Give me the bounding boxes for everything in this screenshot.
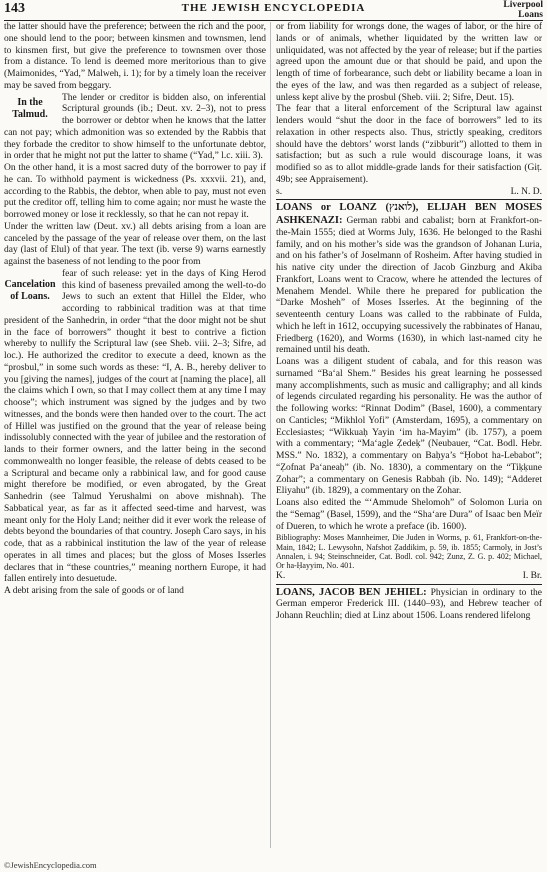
entry-text: Physician in ordinary to the German emperor Frederick III. (1440–93), and Hebrew teacher of Johann Reuchlin; died at Linz about 1506. Loans rendered lifelong xyxy=(276,587,542,622)
signature-line xyxy=(276,571,542,583)
side-heading-in-the-talmud: In the Talmud. xyxy=(12,96,48,120)
running-head-line2: Loans xyxy=(518,10,543,20)
paragraph: On the other hand, it is a most sacred duty of the borrower to pay if he can. To withhold payment is wickedness (Ps. xxxvii. 21), and, according to the Rabbis, the debtor, when able to pay, must not even put the creditor off, telling him to come again; nor must he waste the borrowed money or lose it recklessly, so that he can not repay it. xyxy=(4,163,266,220)
bibliography: Bibliography: Moses Mannheimer, Die Juden in Worms, p. 61, Frankfort-on-the-Main, 1842; L. Lewysohn, Nafshot Ẓaddikim, p. 59, ib. 1855; Carmoly, in Jost’s Annalen, i. 94; Steinschneider, Cat. Bodl. col. 942; Zunz, Z. G. p. 402; Michael, Or ha-Ḥayyim, No. 401. xyxy=(276,533,542,571)
entry-heading: LOANS, JACOB BEN JEHIEL: xyxy=(276,586,427,598)
page-number: 143 xyxy=(4,1,25,16)
paragraph: fear of such release: yet in the days of King Herod this kind of baseness prevailed among the well-to-do Jews to such an extent that Hillel the Elder, who according to rabbinical tradition was at that time president of the Sanhedrin, in order “that the door might not be shut in the face of borrowers” thought it best to contrive a fiction whereby to nullify the Scriptural law (see Sheb. viii. 2–3; Sifre, ad loc.). He authorized the creditor to execute a deed, known as the “prosbul,” in some such words as these: “I, A. B., hereby deliver to you [giving the names], judges of the court at [naming the place], all the claims which I own, so that I may collect them at any time I may choose”; which instrument was signed by the judges and by two witnesses, and the bonds were then handed over to the court. The act of Hillel was justified on the ground that the year of release being indissolubly connected with the year of jubilee and the restoration of lands to their former owners, and the latter being in the second commonwealth no longer feasible, the release of debts ceased to be a Scriptural and became only a rabbinical law, and for good cause might therefore be modified, or even abrogated, by the Great Sanhedrin (see Talmud Yerushalmi on above mishnah). The Sabbatical year, as far as it affected seed-time and harvest, was meant only for the Holy Land; neither did it ever work the release of debts beyond the boundaries of that country. Joseph Caro says, in his code, that as a rabbinical institution the law of the year of release operates in all times and places; but the gloss of Moses Isserles declares that in “these countries,” meaning northern Europe, it had fallen entirely into desuetude. xyxy=(4,268,266,585)
paragraph: A debt arising from the sale of goods or of land xyxy=(4,586,184,596)
section-rule xyxy=(276,199,542,200)
left-column xyxy=(4,22,266,598)
page-header xyxy=(4,0,543,21)
paragraph: Loans also edited the “‘Ammude Shelomoh” of Solomon Luria on the “Semag” (Basel, 1599), and the “Sha‘are Dura” of Isaac ben Meïr of Dueren, to which he wrote a preface (ib. 1600). xyxy=(276,498,542,532)
section-rule xyxy=(276,584,542,585)
entry-text: German rabbi and cabalist; born at Frankfort-on-the-Main 1555; died at Worms July, 1636. He belonged to the Rashi family, and on his mother’s side was the grandson of Johanan Luria, and on his father’s of Joselmann of Rosheim. After having studied in his native city under the direction of Jacob Ginzburg and Akiba Frankfort, Loans went to Cracow, where he attended the lectures of Menahem Mendel. While there he prepared for publication the “Darke Mosheh” of Moses Isserles. At the beginning of the seventeenth century Loans was called to the rabbinate of Fulda, which he left in 1612, occupying sucessively the rabbinates of Hanau, Friedberg (1620), and Worms (1630), in which last-named city he remained until his death. xyxy=(276,216,543,356)
paragraph: the latter should have the preference; between the rich and the poor, one should lend to the poor; between kinsmen and townsmen, lend to kinsmen first, but give the preference to townsmen over those from a distance. To lend is deemed more meritorious than to give (Maimonides, “Yad,” Malweh, i. 1); for by a timely loan the receiver may be saved from beggary. xyxy=(4,22,266,91)
signature-line xyxy=(276,187,542,199)
column-divider xyxy=(270,22,271,848)
right-column xyxy=(276,22,542,623)
side-heading-cancelation: Cancelation of Loans. xyxy=(4,278,56,302)
signature-tag: K. xyxy=(276,570,286,581)
entry-heading: LOANS or LOANZ (לואנץ), ELIJAH BEN MOSES ASHKENAZI: xyxy=(276,202,542,226)
signature-tag: s. xyxy=(276,186,283,197)
paragraph: Loans was a diligent student of cabala, and for this reason was surnamed “Ba‘al Shem.” Besides his great learning he possessed many accomplishments, such as music and calligraphy; and all kinds of legends circulated regarding his personality. He was the author of the following works: “Rinnat Dodim” (Basel, 1600), a commentary on Canticles; “Mikhlol Yofi” (Amsterdam, 1695), a commentary on Ecclesiastes; “Wikkuaḥ Yayin ‘im ha-Mayim” (ib. 1757), a poem with a commentary; “Ma‘agle Ẓedeḳ” (Neubauer, “Cat. Bodl. Hebr. MSS.” No. 1832), a commentary on Baḥya’s “Ḥobot ha-Lebabot”; “Ẓofnat Pa‘aneaḥ” (ib. No. 1830), a commentary on the “Tiḳḳune Zohar”; a commentary on Genesis Rabbah (ib. No. 149); “Adderet Eliyahu” (ib. 1829), a commentary on the Zohar. xyxy=(276,357,542,497)
running-head xyxy=(503,0,543,20)
paragraph: Under the written law (Deut. xv.) all debts arising from a loan are canceled by the passage of the year of release over them, on the last day (last of Elul) of that year. The text (ib. verse 9) warns earnestly against the baseness of not lending to the poor from xyxy=(4,221,266,267)
signature-author: L. N. D. xyxy=(510,186,542,197)
paragraph: The fear that a literal enforcement of the Scriptural law against lenders would “shut the door in the face of borrowers” led to its relaxation in other respects also. Thus, strictly speaking, creditors should have the debtors’ worst lands (“zibburit”) allotted to them in satisfaction; but as such a rule would discourage loans, it was modified so as to allot middle-grade lands for their satisfaction (Giṭ. 49b; see Appraisement). xyxy=(276,104,542,185)
running-head-line1: Liverpool xyxy=(503,0,543,10)
journal-title: THE JEWISH ENCYCLOPEDIA xyxy=(181,2,366,14)
signature-author: I. Br. xyxy=(522,570,542,581)
paragraph: or from liability for wrongs done, the wages of labor, or the hire of lands or of animals, whether liquidated by the written law or unliquidated, was not affected by the year of release; but if the parties agreed upon the amount due or that should be paid, and upon the length of time of forbearance, such debt or liability became a loan in the eyes of the law, and was then regarded as a subject of release, unless kept alive by the prosbul (Sheb. viii. 2; Sifre, Deut. 15). xyxy=(276,22,542,103)
copyright-footer: ©JewishEncyclopedia.com xyxy=(4,860,97,870)
paragraph: The lender or creditor is bidden also, on inferential Scriptural grounds (ib.; Deut. xv. 2–3), not to press the borrower or debtor when he knows that the latter can not pay; which admonition was so extended by the Rabbis that they forbade the creditor to show himself to the unfortunate debtor, in order that he might not put the latter to shame (“Yad,” l.c. xiii. 3). xyxy=(4,92,266,162)
